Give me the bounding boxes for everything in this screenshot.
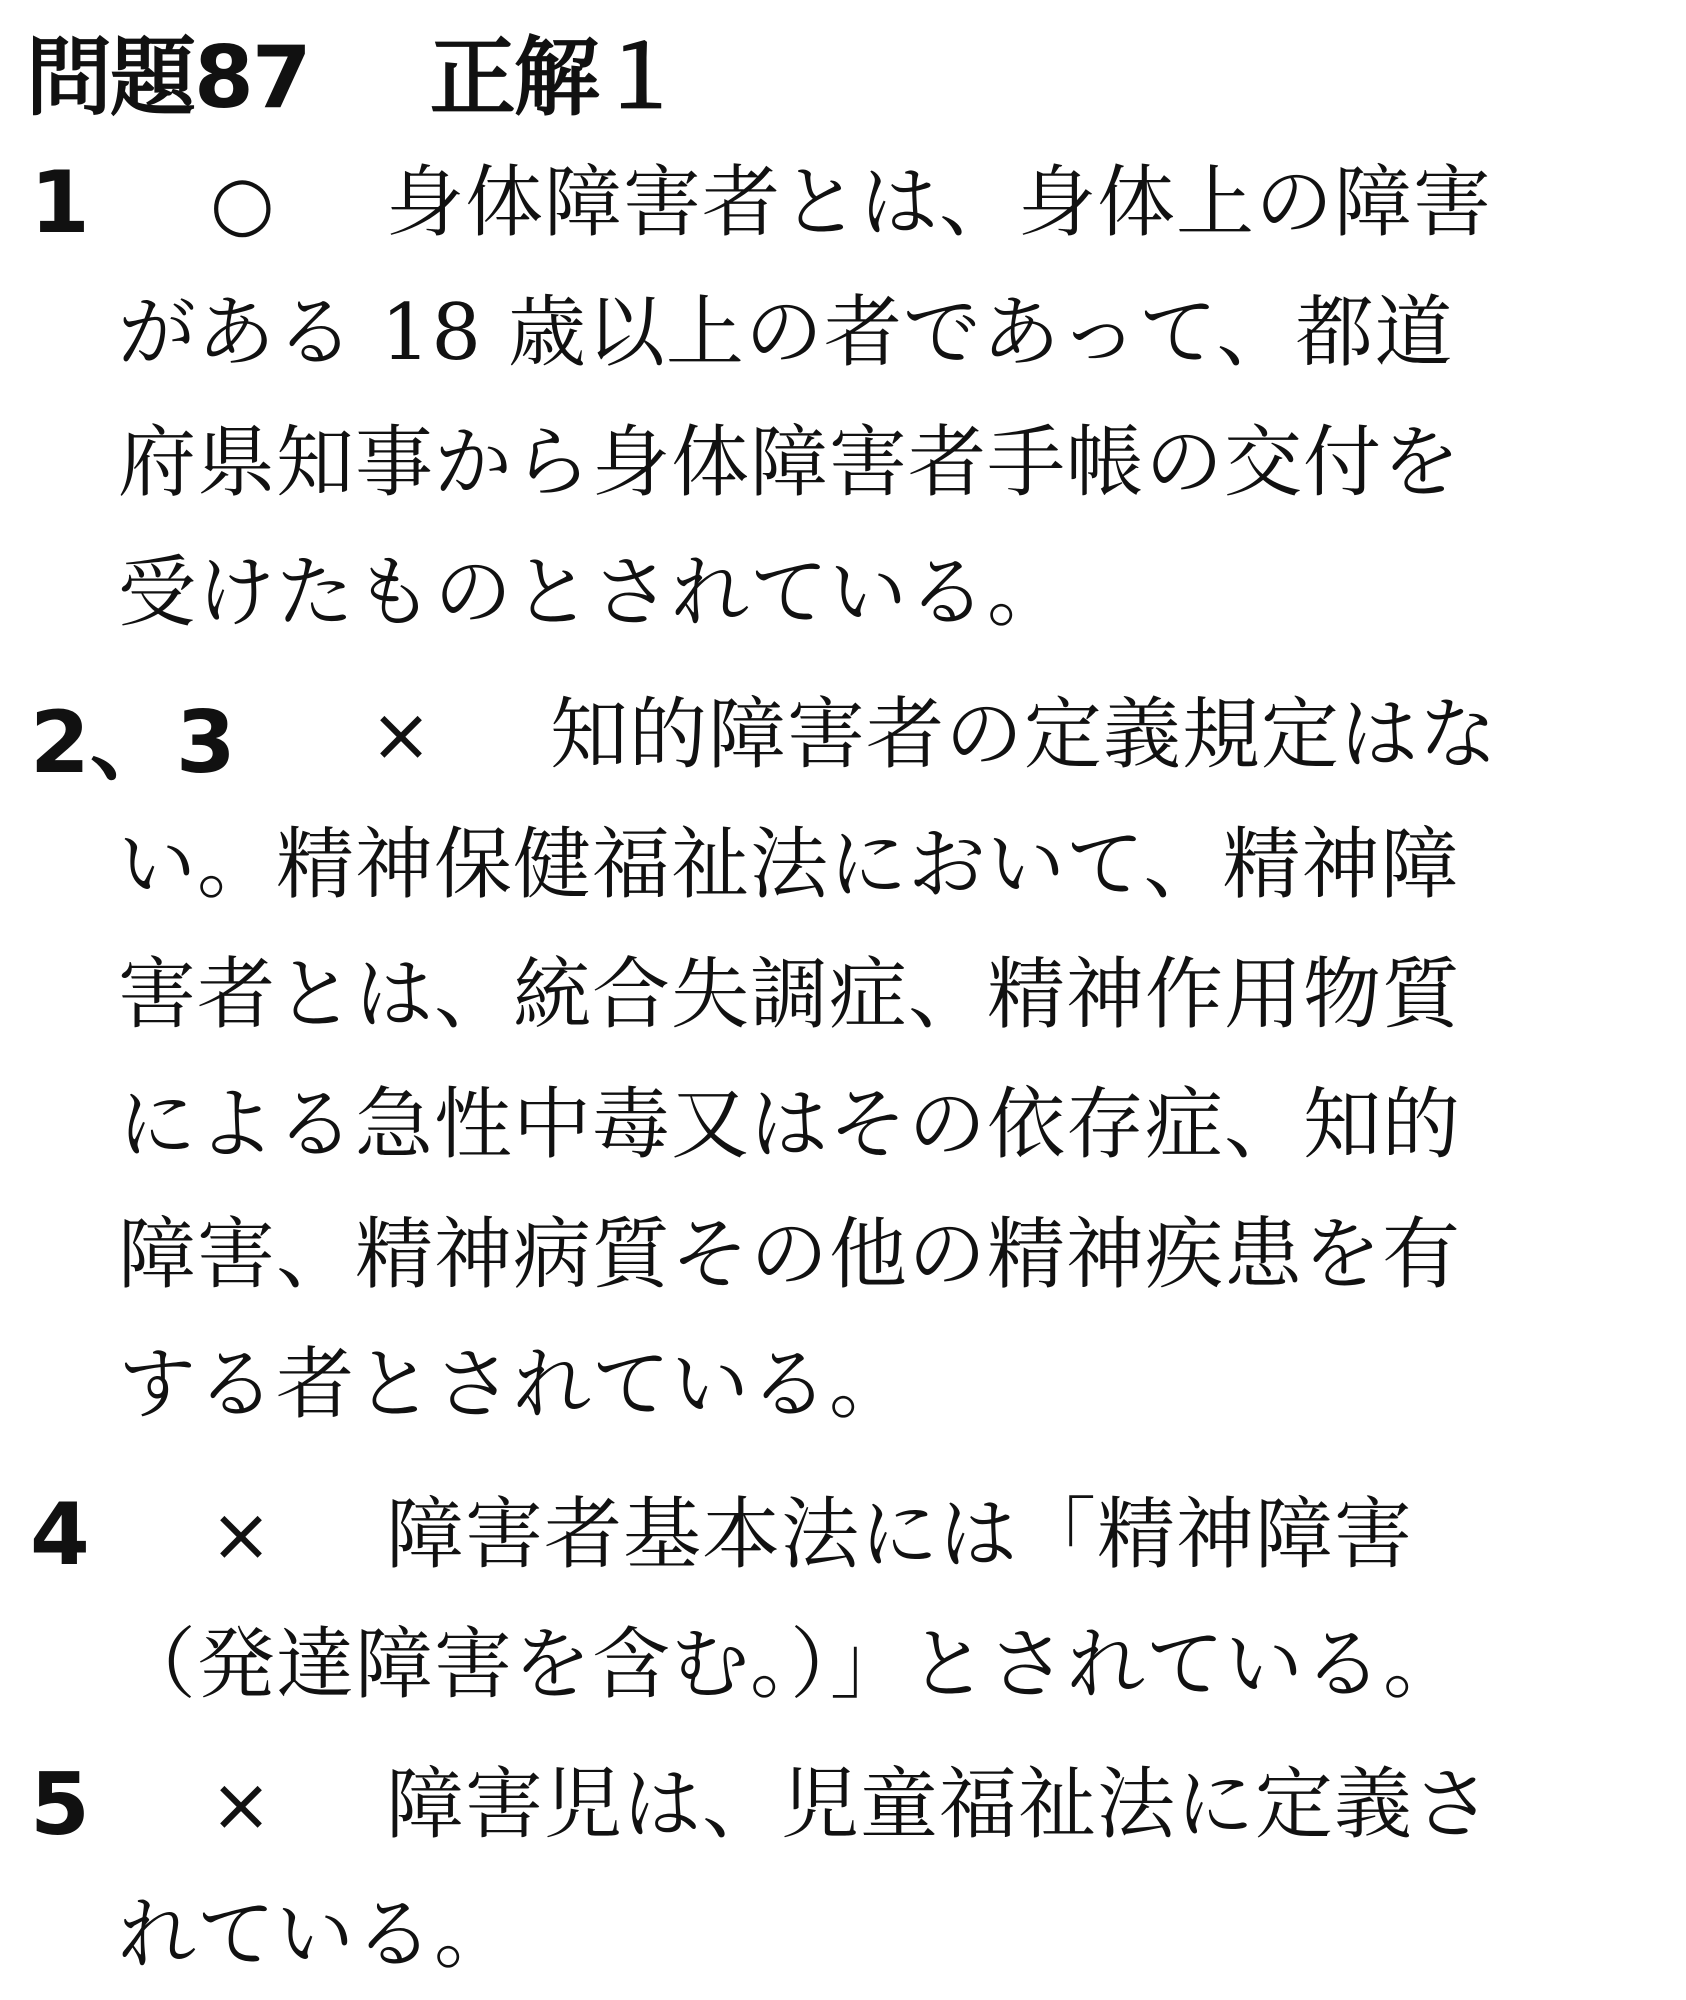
explanation-line: 障害者基本法には「精神障害 [386, 1490, 1414, 1580]
incorrect-mark: × [210, 1762, 273, 1848]
explanation-line: 受けたものとされている。 [118, 548, 1067, 638]
incorrect-mark: × [370, 692, 433, 778]
correct-answer: 正解１ [429, 28, 682, 128]
item-number: 1 [30, 153, 90, 253]
explanation-line: がある 18 歳以上の者であって、都道 [118, 288, 1454, 378]
explanation-line: する者とされている。 [118, 1340, 909, 1430]
explanation-line: （発達障害を含む。）」とされている。 [118, 1620, 1463, 1710]
explanation-line: れている。 [118, 1890, 514, 1980]
explanation-line: 害者とは、統合失調症、精神作用物質 [118, 950, 1462, 1040]
explanation-item-5 [30, 1740, 1670, 2000]
explanation-line: 障害、精神病質その他の精神疾患を有 [118, 1210, 1462, 1300]
incorrect-mark: × [210, 1492, 273, 1578]
explanation-line: 身体障害者とは、身体上の障害 [386, 158, 1493, 248]
explanation-item-1 [30, 138, 1670, 658]
explanation-item-4 [30, 1470, 1670, 1730]
item-number: 4 [30, 1485, 90, 1585]
explanation-line: 障害児は、児童福祉法に定義さ [386, 1760, 1493, 1850]
explanation-line: い。精神保健福祉法において、精神障 [118, 820, 1460, 910]
item-number: 5 [30, 1755, 90, 1855]
correct-mark: ○ [210, 160, 275, 246]
explanation-item-2-3 [30, 670, 1670, 1450]
explanation-line: 府県知事から身体障害者手帳の交付を [118, 418, 1462, 508]
problem-number: 問題87 [26, 28, 310, 128]
explanation-line: による急性中毒又はその依存症、知的 [118, 1080, 1462, 1170]
explanation-line: 知的障害者の定義規定はな [550, 690, 1499, 780]
item-number: 2、3 [30, 693, 236, 793]
page-title [26, 18, 682, 128]
